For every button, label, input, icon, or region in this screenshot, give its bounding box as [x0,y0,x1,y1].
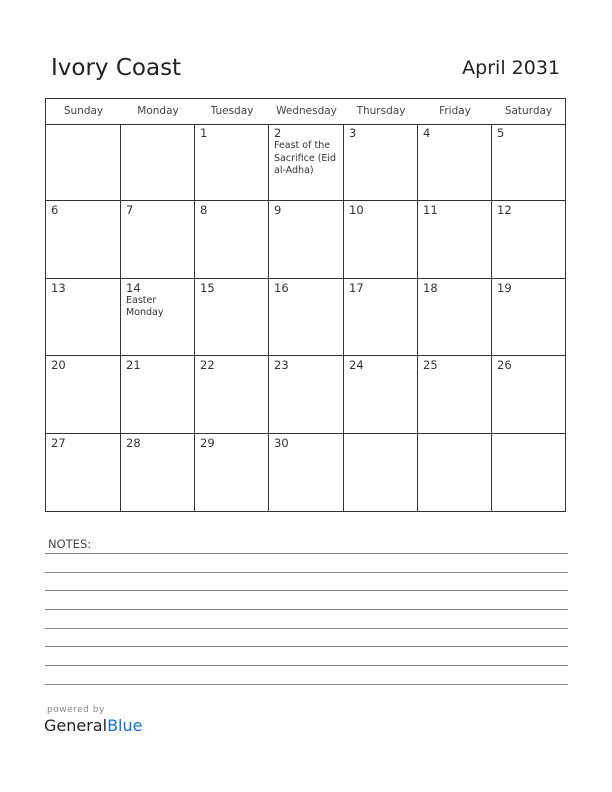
country-title: Ivory Coast [51,55,182,81]
day-cell[interactable] [418,201,492,278]
day-number: 10 [349,203,364,218]
weekday-thursday: Thursday [356,105,406,117]
day-number: 1 [200,126,208,140]
day-number: 25 [423,358,438,373]
day-number: 17 [349,280,364,295]
day-cell[interactable] [121,124,195,201]
day-number: 5 [497,126,505,140]
weekday-wednesday: Wednesday [276,105,337,117]
day-cell[interactable] [269,201,344,278]
day-cell[interactable] [46,434,121,511]
day-number: 26 [497,358,512,373]
day-number: 30 [274,435,289,450]
day-cell[interactable] [418,124,492,201]
weekday-header-row [46,99,565,125]
brand-blue: Blue [107,716,143,735]
day-number: 9 [274,203,282,218]
day-number: 27 [51,435,66,450]
notes-line [45,646,568,647]
day-cell[interactable] [492,356,565,433]
day-number: 18 [423,280,438,295]
day-cell[interactable] [121,279,195,356]
day-cell[interactable] [121,201,195,278]
day-number: 29 [200,435,215,450]
day-cell[interactable] [344,356,418,433]
day-number: 16 [274,280,289,295]
day-cell[interactable] [344,279,418,356]
day-cell[interactable] [195,356,269,433]
notes-label: NOTES: [48,537,92,551]
day-cell[interactable] [46,356,121,433]
notes-line [45,665,568,666]
weekday-friday: Friday [439,105,471,117]
day-cell[interactable] [269,124,344,201]
day-cell[interactable] [269,434,344,511]
day-number: 13 [51,280,66,295]
day-cells [46,124,565,511]
day-cell[interactable] [195,201,269,278]
day-cell[interactable] [46,124,121,201]
day-number: 19 [497,280,512,295]
day-number: 6 [51,203,59,218]
day-cell[interactable] [344,124,418,201]
day-cell[interactable] [344,434,418,511]
notes-line [45,553,568,554]
day-number: 4 [423,126,431,140]
day-cell[interactable] [121,356,195,433]
weekday-sunday: Sunday [63,105,104,117]
day-number: 8 [200,203,208,218]
day-number: 21 [126,358,141,373]
day-cell[interactable] [195,124,269,201]
brand-general: General [44,716,108,735]
day-cell[interactable] [418,434,492,511]
day-number: 15 [200,280,215,295]
weekday-monday: Monday [137,105,179,117]
powered-by-text: powered by [47,705,105,715]
day-cell[interactable] [195,434,269,511]
holiday-label: Easter Monday [126,294,164,319]
day-cell[interactable] [492,201,565,278]
calendar-grid [45,98,566,512]
brand-logo[interactable] [44,716,142,735]
day-number: 14 [126,280,141,295]
day-cell[interactable] [492,434,565,511]
day-cell[interactable] [344,201,418,278]
day-cell[interactable] [121,434,195,511]
day-cell[interactable] [418,356,492,433]
notes-line [45,609,568,610]
notes-line [45,628,568,629]
day-cell[interactable] [195,279,269,356]
day-cell[interactable] [46,201,121,278]
day-number: 11 [423,203,438,218]
notes-line [45,684,568,685]
day-number: 7 [126,203,134,218]
day-number: 12 [497,203,512,218]
day-cell[interactable] [46,279,121,356]
day-cell[interactable] [418,279,492,356]
day-number: 24 [349,358,364,373]
holiday-label: Feast of the Sacrifice (Eid al-Adha) [274,140,337,176]
notes-line [45,590,568,591]
day-number: 23 [274,358,289,373]
day-number: 3 [349,126,357,140]
day-cell[interactable] [492,279,565,356]
day-number: 20 [51,358,66,373]
weekday-tuesday: Tuesday [210,105,254,117]
day-cell[interactable] [269,356,344,433]
notes-line [45,572,568,573]
day-number: 22 [200,358,215,373]
day-cell[interactable] [492,124,565,201]
month-title: April 2031 [462,57,560,79]
day-number: 2 [274,126,282,140]
day-cell[interactable] [269,279,344,356]
day-number: 28 [126,435,141,450]
weekday-saturday: Saturday [504,105,553,117]
